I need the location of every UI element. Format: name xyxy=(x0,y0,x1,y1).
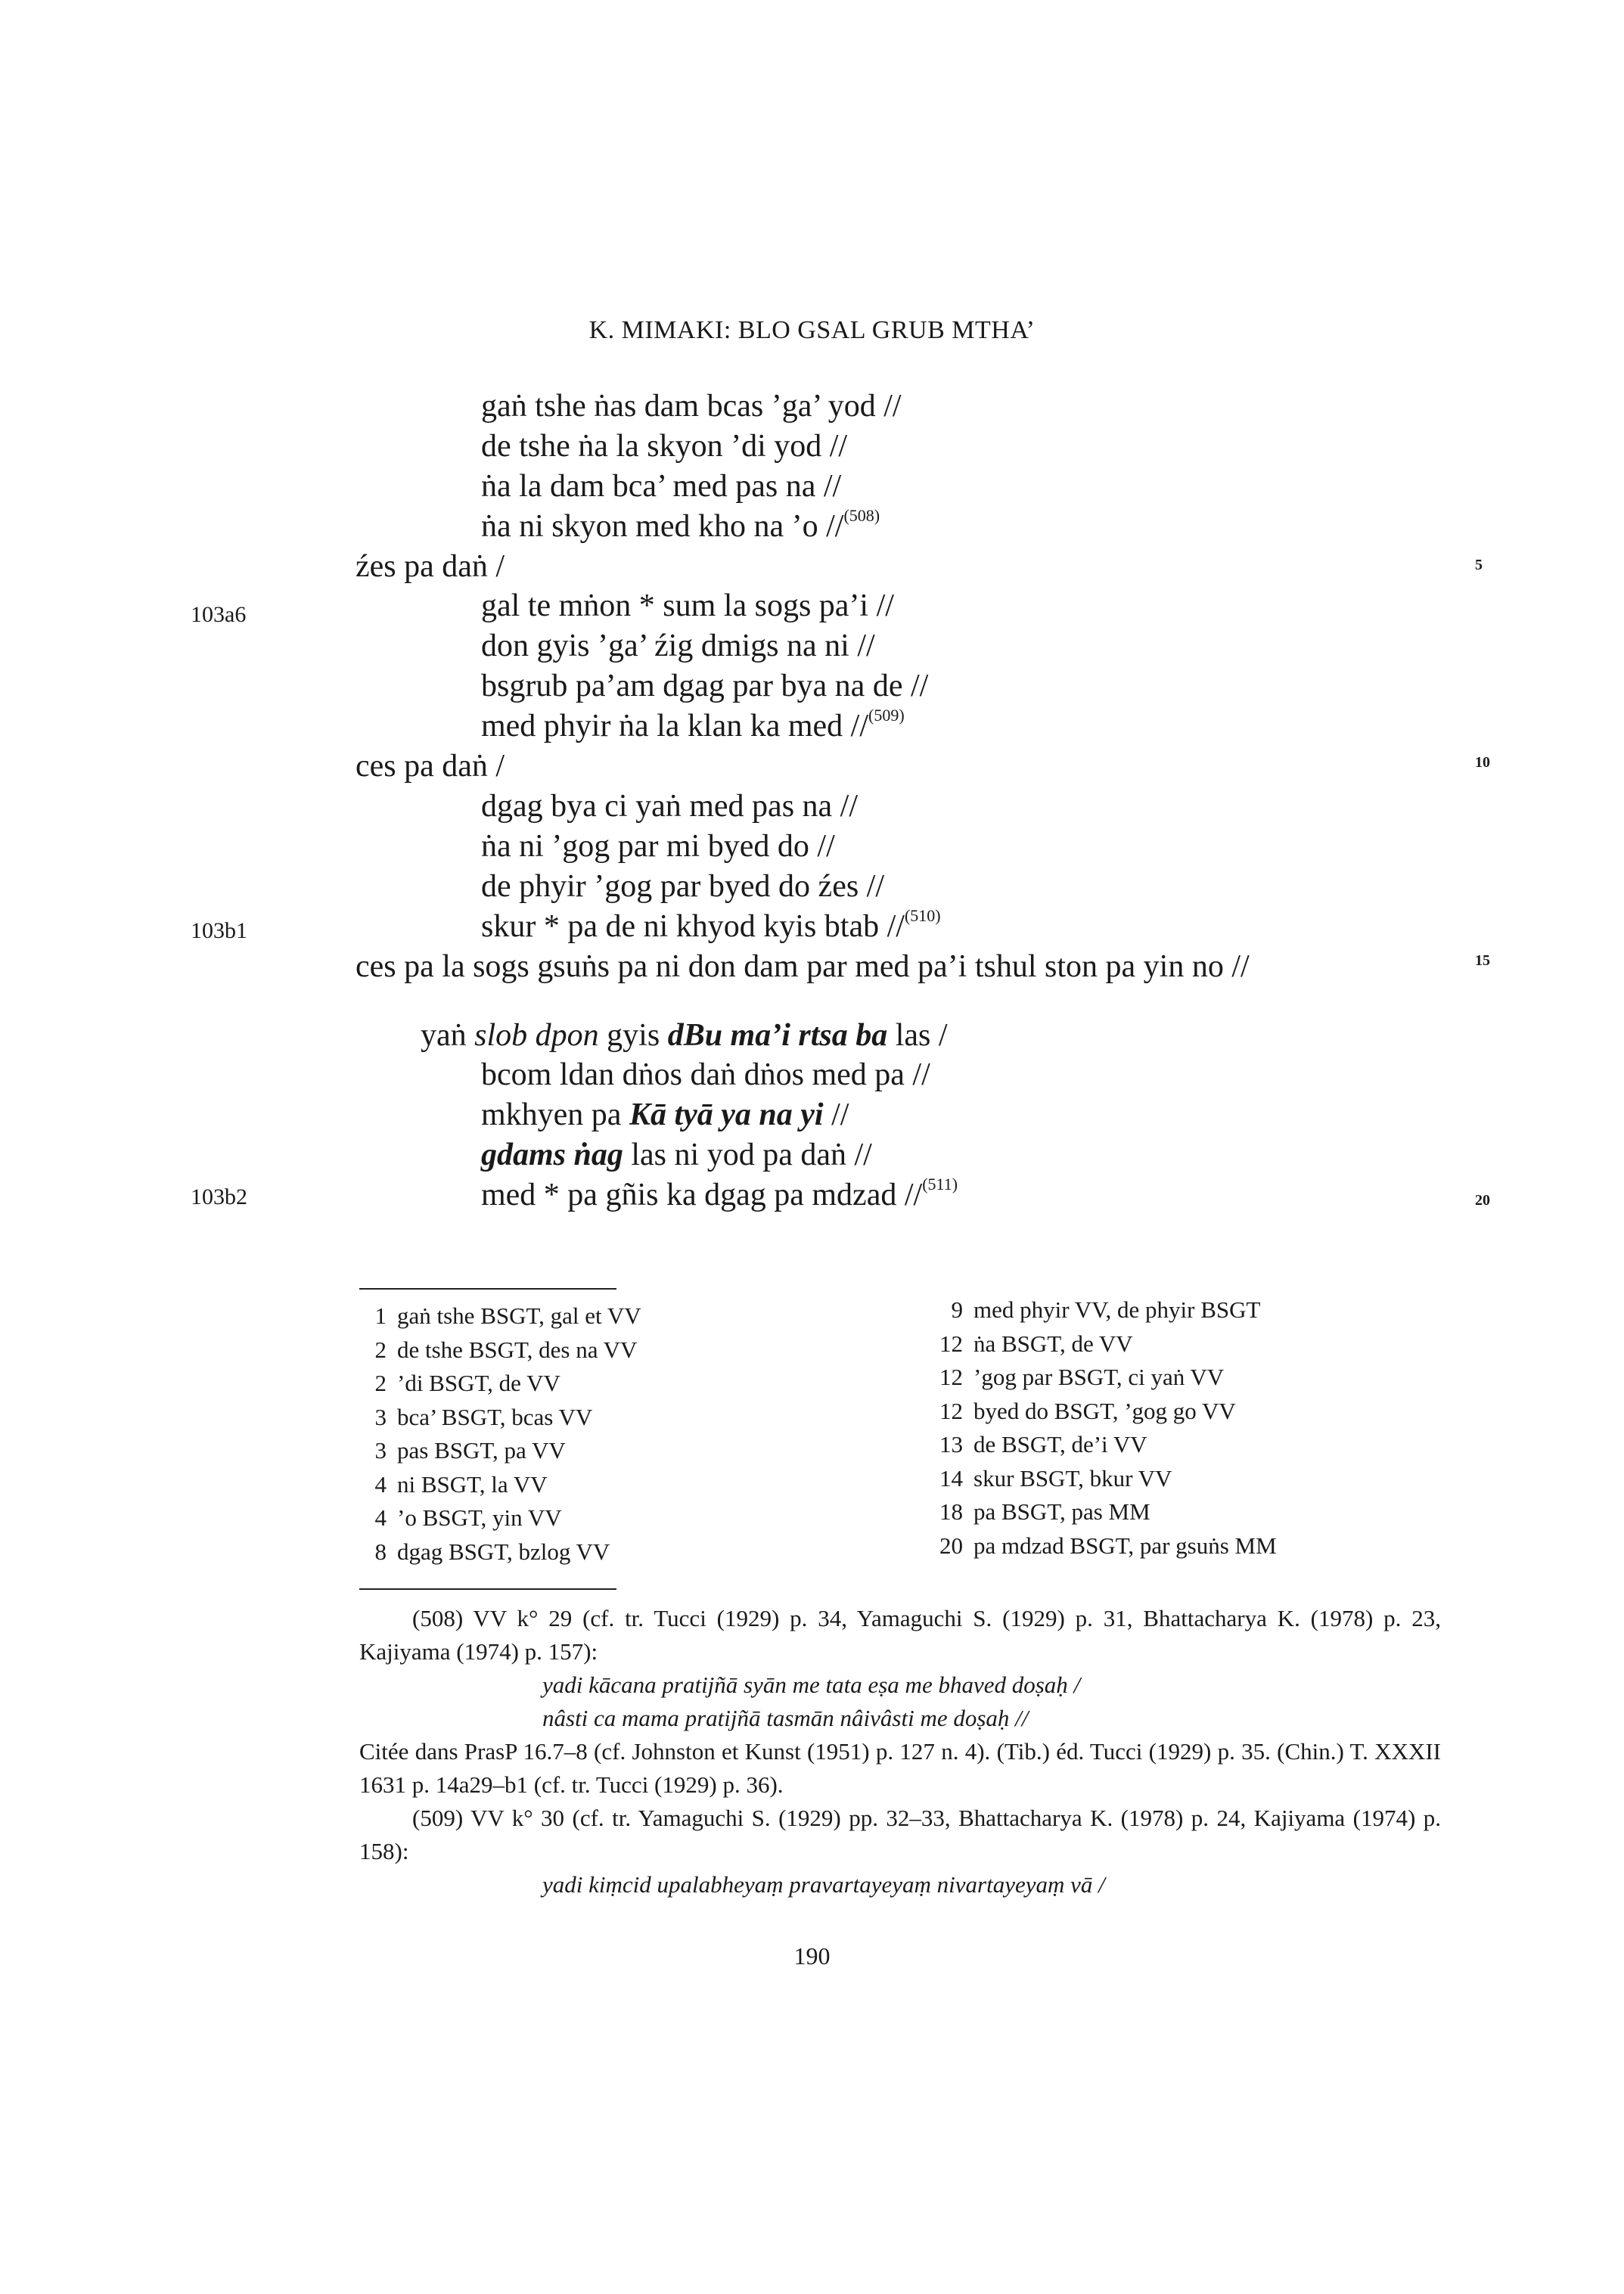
footnote-citation: Citée dans PrasP 16.7–8 (cf. Johnston et Kunst (1951) p. 127 n. 4). (Tib.) éd. Tucci (1929) p. 35. (Chin.) T. XXXII 1631 p. 14a29–b1 (cf. tr. Tucci (1929) p. 36). xyxy=(359,1738,1441,1798)
variant-entry xyxy=(359,1501,641,1535)
verse-line xyxy=(481,906,941,944)
variant-line-number: 13 xyxy=(939,1431,963,1457)
variant-line-number: 12 xyxy=(939,1330,963,1357)
folio-ref: 103b2 xyxy=(191,1184,247,1209)
variant-reading: bca’ BSGT, bcas VV xyxy=(397,1403,593,1430)
folio-ref: 103b1 xyxy=(191,918,247,943)
verse-line xyxy=(481,670,928,702)
variant-line-number: 4 xyxy=(374,1470,387,1498)
verse-text: de phyir ’gog par byed do źes // xyxy=(481,869,885,904)
verse-text: ṅa la dam bca’ med pas na // xyxy=(481,469,842,504)
verse-line xyxy=(481,506,880,544)
verse-text: źes pa daṅ / xyxy=(356,549,505,584)
verse-text: ṅa ni skyon med kho na ’o // xyxy=(481,509,844,544)
variant-reading: dgag BSGT, bzlog VV xyxy=(397,1538,610,1565)
variant-reading: gaṅ tshe BSGT, gal et VV xyxy=(397,1302,641,1329)
verse-text: ces pa daṅ / xyxy=(356,749,505,784)
quote-verse-line: bcom ldan dṅos daṅ dṅos med pa // xyxy=(481,1057,930,1092)
verse-line xyxy=(356,750,505,782)
verse-line xyxy=(356,951,1250,982)
variant-reading: pa mdzad BSGT, par gsuṅs MM xyxy=(973,1532,1277,1559)
variant-line-number: 8 xyxy=(374,1538,387,1565)
variant-line-number: 3 xyxy=(374,1437,387,1464)
verse-line xyxy=(481,590,894,622)
variant-entry xyxy=(927,1462,1277,1496)
variant-entry xyxy=(927,1293,1277,1327)
footnote-quote: yadi kācana pratijñā syān me tata eṣa me bhaved doṣaḥ / xyxy=(542,1672,1081,1698)
apparatus-rule xyxy=(359,1288,616,1290)
variant-reading: ni BSGT, la VV xyxy=(397,1470,548,1498)
verse-line xyxy=(481,790,858,822)
variant-line-number: 4 xyxy=(374,1504,387,1531)
verse-line xyxy=(481,630,875,662)
verse-text: ces pa la sogs gsuṅs pa ni don dam par med pa’i tshul ston pa yin no // xyxy=(356,949,1250,984)
variant-entry xyxy=(359,1468,641,1502)
variant-entry xyxy=(927,1529,1277,1563)
work-title: dBu ma’i rtsa ba xyxy=(667,1018,888,1053)
verse-text: med phyir ṅa la klan ka med // xyxy=(481,709,869,743)
variant-line-number: 18 xyxy=(939,1498,963,1525)
line-number: 10 xyxy=(1475,754,1490,771)
variant-line-number: 9 xyxy=(951,1296,963,1323)
quote-text: las ni yod pa daṅ // xyxy=(623,1138,872,1172)
variant-line-number: 14 xyxy=(939,1464,963,1492)
quote-text: mkhyen pa xyxy=(481,1097,629,1132)
variant-entry xyxy=(359,1299,641,1333)
variant-entry xyxy=(359,1333,641,1367)
variant-reading: med phyir VV, de phyir BSGT xyxy=(973,1296,1261,1323)
variant-line-number: 2 xyxy=(374,1336,387,1363)
verse-text: de tshe ṅa la skyon ’di yod // xyxy=(481,429,848,464)
folio-ref: 103a6 xyxy=(191,602,247,627)
page-number: 190 xyxy=(793,1942,831,1970)
verse-line xyxy=(481,470,841,502)
quote-intro-line xyxy=(421,1020,948,1051)
verse-line xyxy=(481,390,902,422)
variant-line-number: 3 xyxy=(374,1403,387,1430)
quote-verse-line xyxy=(481,1175,958,1212)
verse-text: dgag bya ci yaṅ med pas na // xyxy=(481,789,859,824)
variant-reading: ’gog par BSGT, ci yaṅ VV xyxy=(973,1364,1225,1390)
variant-reading: ṅa BSGT, de VV xyxy=(973,1330,1133,1357)
verse-line xyxy=(481,430,847,462)
footnote-marker: (510) xyxy=(904,906,941,925)
variants-right-column xyxy=(927,1293,1277,1563)
quote-text: gyis xyxy=(598,1018,668,1053)
variant-entry xyxy=(927,1495,1277,1529)
footnote-quote: nâsti ca mama pratijñā tasmān nâivâsti me doṣaḥ // xyxy=(542,1705,1029,1731)
verse-line xyxy=(356,551,505,582)
verse-text: gal te mṅon * sum la sogs pa’i // xyxy=(481,588,894,623)
running-head: K. MIMAKI: BLO GSAL GRUB MTHA’ xyxy=(588,316,1036,344)
variant-reading: pa BSGT, pas MM xyxy=(973,1498,1150,1525)
variant-reading: de tshe BSGT, des na VV xyxy=(397,1336,638,1363)
variant-reading: ’o BSGT, yin VV xyxy=(397,1504,562,1531)
variant-entry xyxy=(927,1428,1277,1462)
variant-entry xyxy=(359,1367,641,1401)
author-name: slob dpon xyxy=(474,1018,599,1053)
verse-text: ṅa ni ’gog par mi byed do // xyxy=(481,829,835,864)
variant-reading: de BSGT, de’i VV xyxy=(973,1431,1147,1457)
footnote-rule xyxy=(359,1588,616,1590)
verse-line xyxy=(481,706,905,743)
variant-line-number: 12 xyxy=(939,1364,963,1390)
variant-line-number: 2 xyxy=(374,1370,387,1396)
variant-reading: ’di BSGT, de VV xyxy=(397,1370,560,1396)
quote-text: las / xyxy=(887,1018,948,1053)
line-number: 5 xyxy=(1475,557,1483,573)
verse-text: bsgrub pa’am dgag par bya na de // xyxy=(481,669,929,703)
footnote-508: (508) VV k° 29 (cf. tr. Tucci (1929) p. 34, Yamaguchi S. (1929) p. 31, Bhattacharya K. (1978) p. 23, Kajiyama (1974) p. 157): xyxy=(359,1605,1441,1665)
quote-verse-line xyxy=(481,1139,872,1171)
quote-text: // xyxy=(823,1097,849,1132)
variant-line-number: 12 xyxy=(939,1397,963,1424)
quote-text: med * pa gñis ka dgag pa mdzad // xyxy=(481,1178,923,1212)
verse-line xyxy=(481,871,884,902)
verse-text: don gyis ’ga’ źig dmigs na ni // xyxy=(481,629,875,663)
verse-line xyxy=(481,830,835,862)
variant-reading: skur BSGT, bkur VV xyxy=(973,1464,1172,1492)
verse-text: gaṅ tshe ṅas dam bcas ’ga’ yod // xyxy=(481,389,902,424)
line-number: 20 xyxy=(1475,1192,1490,1209)
variant-entry xyxy=(927,1395,1277,1429)
variants-left-column xyxy=(359,1299,641,1569)
work-title: gdams ṅag xyxy=(481,1138,623,1172)
footnote-marker: (508) xyxy=(843,506,880,525)
variant-entry xyxy=(359,1535,641,1569)
variant-entry xyxy=(927,1327,1277,1361)
footnotes xyxy=(359,1602,1441,1901)
quote-text: yaṅ xyxy=(421,1018,475,1053)
quote-verse-line xyxy=(481,1099,849,1131)
footnote-marker: (509) xyxy=(868,706,905,725)
variant-line-number: 20 xyxy=(939,1532,963,1559)
variant-reading: byed do BSGT, ’gog go VV xyxy=(973,1397,1236,1424)
verse-text: skur * pa de ni khyod kyis btab // xyxy=(481,909,905,944)
person-name: Kā tyā ya na yi xyxy=(629,1097,824,1132)
variant-entry xyxy=(927,1361,1277,1395)
footnote-509: (509) VV k° 30 (cf. tr. Yamaguchi S. (1929) pp. 32–33, Bhattacharya K. (1978) p. 24, Kajiyama (1974) p. 158): xyxy=(359,1805,1441,1864)
variant-line-number: 1 xyxy=(374,1302,387,1329)
variant-reading: pas BSGT, pa VV xyxy=(397,1437,566,1464)
line-number: 15 xyxy=(1475,952,1490,969)
variant-entry xyxy=(359,1401,641,1435)
footnote-marker: (511) xyxy=(922,1175,958,1194)
footnote-quote: yadi kiṃcid upalabheyaṃ pravartayeyaṃ nivartayeyaṃ vā / xyxy=(542,1871,1105,1898)
variant-entry xyxy=(359,1434,641,1468)
